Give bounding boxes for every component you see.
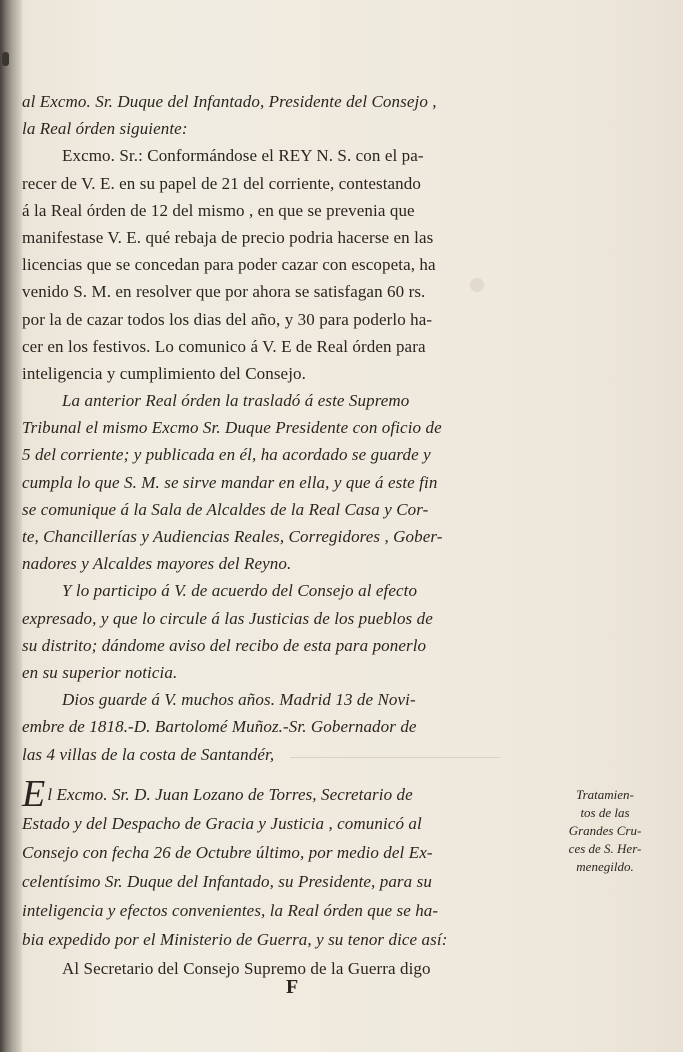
text-line: 5 del corriente; y publicada en él, ha acordado se guarde y [22, 445, 431, 465]
text-line: venido S. M. en resolver que por ahora se satisfagan 60 rs. [22, 282, 426, 302]
text-block-minister-order [22, 773, 542, 983]
text-line: Excmo. Sr.: Conformándose el REY N. S. con el pa- [62, 146, 424, 166]
margin-note-line: Grandes Cru- [568, 823, 642, 838]
text-line: al Excmo. Sr. Duque del Infantado, Presidente del Consejo , [22, 92, 437, 111]
text-line: en su superior noticia. [22, 662, 178, 682]
drop-capital: E [22, 773, 46, 815]
margin-note-line: tos de las [580, 805, 630, 820]
margin-note [550, 786, 660, 876]
text-line: recer de V. E. en su papel de 21 del corriente, contestando [22, 173, 421, 193]
text-line: cer en los festivos. Lo comunico á V. E de Real órden para [22, 336, 426, 356]
text-line: su distrito; dándome aviso del recibo de esta para ponerlo [22, 635, 427, 655]
text-line-content: l Excmo. Sr. D. Juan Lozano de Torres, Secretario de [47, 785, 413, 804]
text-line: inteligencia y cumplimiento del Consejo. [22, 363, 306, 383]
text-line: Al Secretario del Consejo Supremo de la Guerra digo [62, 959, 431, 978]
binding-mark [2, 52, 9, 66]
text-line: inteligencia y efectos convenientes, la Real órden que se ha- [22, 901, 439, 920]
text-line: te, Chancillerías y Audiencias Reales, Corregidores , Gober- [22, 527, 443, 546]
text-line: Tribunal el mismo Excmo Sr. Duque Presidente con oficio de [22, 418, 442, 438]
text-line: cumpla lo que S. M. se sirve mandar en ella, y que á este fin [22, 472, 438, 492]
text-line [22, 773, 542, 815]
text-line: las 4 villas de la costa de Santandér, [22, 744, 275, 764]
text-line: Y lo participo á V. de acuerdo del Consejo al efecto [62, 581, 418, 601]
text-line: nadores y Alcaldes mayores del Reyno. [22, 554, 292, 574]
margin-note-line: Tratamien- [576, 787, 634, 802]
section-divider [290, 757, 500, 758]
text-line: celentísimo Sr. Duque del Infantado, su Presidente, para su [22, 872, 432, 891]
text-line: á la Real órden de 12 del mismo , en que se prevenia que [22, 200, 415, 220]
text-line: Consejo con fecha 26 de Octubre último, por medio del Ex- [22, 843, 433, 862]
book-gutter [0, 0, 22, 1052]
signature-mark: F [286, 976, 299, 998]
text-line: La anterior Real órden la trasladó á este Supremo [62, 391, 410, 411]
text-line: se comunique á la Sala de Alcaldes de la Real Casa y Cor- [22, 499, 429, 519]
text-line: Dios guarde á V. muchos años. Madrid 13 de Novi- [62, 690, 416, 710]
text-line: embre de 1818.-D. Bartolomé Muñoz.-Sr. Gobernador de [22, 717, 417, 737]
text-line: licencias que se concedan para poder cazar con escopeta, ha [22, 255, 436, 275]
text-line: bia expedido por el Ministerio de Guerra, y su tenor dice así: [22, 930, 448, 949]
margin-note-line: menegildo. [576, 859, 634, 874]
text-line: la Real órden siguiente: [22, 119, 188, 139]
margin-note-line: ces de S. Her- [568, 841, 642, 856]
text-line: por la de cazar todos los dias del año, y 30 para poderlo ha- [22, 309, 433, 329]
text-line: Estado y del Despacho de Gracia y Justicia , comunicó al [22, 814, 422, 833]
text-line: manifestase V. E. qué rebaja de precio podria hacerse en las [22, 227, 434, 247]
text-line: expresado, y que lo circule á las Justicias de los pueblos de [22, 608, 433, 628]
text-block-royal-order [22, 88, 542, 768]
